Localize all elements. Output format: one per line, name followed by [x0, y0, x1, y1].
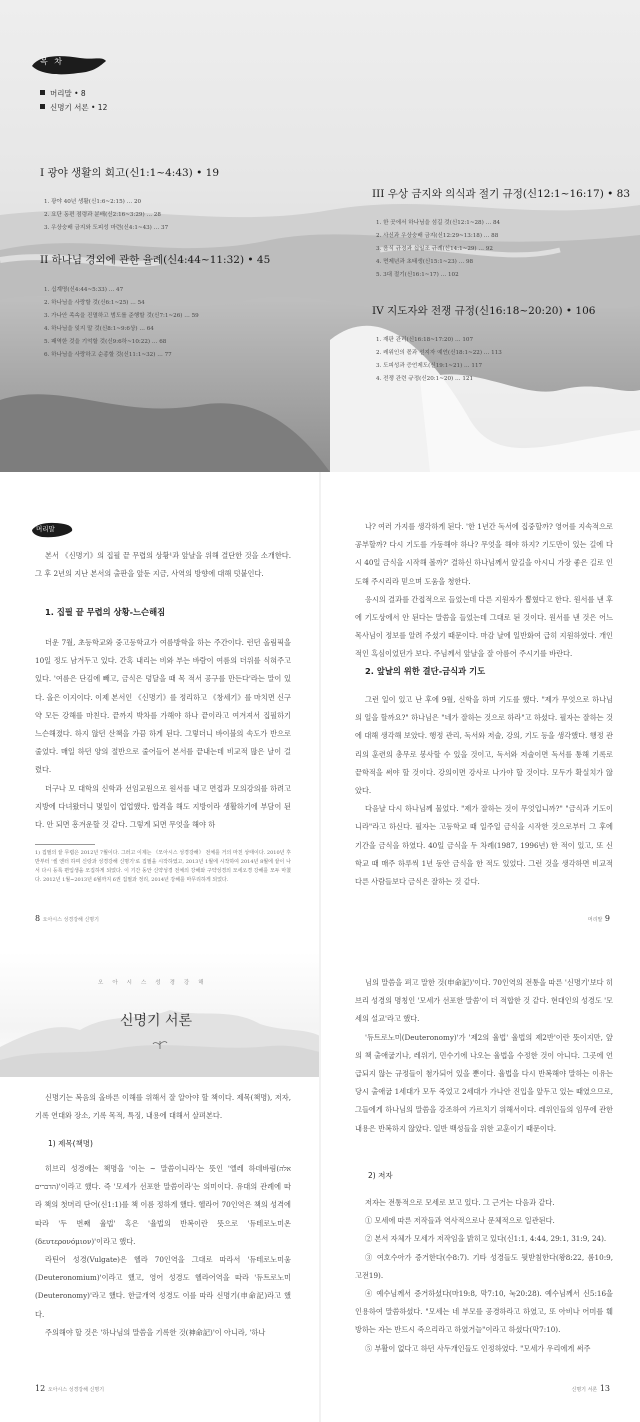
toc-heading-label: 목 차 — [40, 57, 64, 66]
sprout-ornament-icon — [150, 1038, 170, 1050]
toc-item[interactable]: 5. 3대 절기(신16:1~17) … 102 — [376, 272, 459, 278]
toc-item[interactable]: 3. 음식 규정과 십일조 규례(신14:1~29) … 92 — [376, 246, 493, 252]
intro-body-right-bottom: 저자는 전통적으로 모세로 보고 있다. 그 근거는 다음과 같다. ① 모세에 따른 저작들과 역사적으로나 문체적으로 일관된다. ② 본서 자체가 모세가 저작임을 밝히고 있다(신1:1, 4:44, 29:1, 31:9, 24). ③ 여호수아가 증거한다(수8:7). 기타 성경들도 뒷받침한다(왕8:22, 롬10:9, 고전19). ④ 예수님께서 증거하셨다(마19:8, 막7:10, 눅20:28). 예수님께서 신5:16을 인용하여 말씀하셨다. "모세는 네 부모를 공경하라고 하였고, 또 아비나 어미를 훼방하는 자는 반드시 죽으리라고 하였거늘"이라고 하셨다(막7:10). ⑤ 부활이 없다고 하던 사두개인들도 인정하였다. "모세가 우리에게 써주 — [355, 1194, 613, 1358]
intro-body-right-top: 님의 말씀을 펴고 말한 것(申命記)'이다. 70인역의 전통을 따른 '신명기'보다 히브리 성경의 명칭인 '모세가 선포한 말씀'이 더 적합한 것 같다. 현대인의 성경도 '모세의 설교'라고 했다. '듀트로노미(Deuteronomy)'가 '제2의 율법' 율법의 제2반'이란 뜻이지만, 앞의 책 출애굽기나, 레위기, 민수기에 나오는 율법을 수정한 것이 아니다. 그곳에 언급되지 않는 규정들이 첨가되어 있을 뿐이다. 율법을 다시 반복해야 말하는 이유는 당시 출애굽 1세대가 모두 죽었고 2세대가 가나안 진입을 앞두고 있는 때였으므로, 그들에게 하나님의 말씀을 강조하여 가르치기 위해서이다. 레위인들의 임무에 관한 내용은 반복하지 않았다. 일반 백성들을 위한 교훈이기 때문이다. — [355, 978, 613, 1133]
preface-intro: 본서 《신명기》의 집필 끝 무렵의 상황¹과 앞날을 위해 결단한 것을 소개한다. 그 후 2년의 지난 본서의 출판을 앞둔 지금, 사역의 방향에 대해 덧붙인다. — [35, 551, 291, 579]
front-item-introduction[interactable]: 신명기 서론 • 12 — [40, 102, 107, 113]
toc-item[interactable]: 4. 하나님을 잊지 말 것(신8:1~9:6상) … 64 — [44, 326, 154, 332]
footnote: 1) 집필의 끝 무렵은 2012년 7월이다. 그러고 이제는 《모아시스 성경강해》 전체를 거의 마친 상태이다. 2010년 후반부터 '셀 엔터 하며 신랑과 성경강해 신명기'로 집필을 시작하였고, 2013년 1월에 시작하여 2014년 8월에 끝이 나서 다시 등록 편입생을 모집하게 되었다. 이 기간 동안 신약성경 전체의 강해와 구약성경의 모세오경 강해를 모두 마쳤다. 2012년 1월~2013년 6월까지 6권 집필과 정리, 2014년 강해를 마무리하게 되었다. — [35, 850, 291, 883]
preface-left-page — [0, 472, 320, 952]
preface-right-page — [320, 472, 640, 952]
toc-page — [0, 0, 640, 472]
toc-part-3-title[interactable]: III 우상 금지와 의식과 절기 규정(신12:1~16:17) • 83 — [372, 188, 631, 200]
toc-part-2-title[interactable]: II 하나님 경외에 관한 율례(신4:44~11:32) • 45 — [40, 254, 271, 266]
intro-section-2-heading: 2) 저자 — [368, 1171, 393, 1180]
preface-body-right-top: 나? 여러 가지를 생각하게 된다. '한 1년간 독서에 집중할까? 영어를 지속적으로 공부할까? 다시 기도를 가동해야 하나? 무엇을 해야 하지? 기도만이 있는 길에 다시 40일 금식을 시작해 볼까?' 결하신 하나님께서 앞길을 아시니 가장 좋은 길로 인도해 주시리라 믿으며 도움을 청한다. 응시의 결과를 간접적으로 들었는데 다른 지원자가 뽑혔다고 한다. 원서를 낸 후에 기도상에서 안 된다는 말씀을 들었는데 그대로 된 것이다. 원서를 낸 것은 어느 목사님이 정보를 알려 주셨기 때문이다. 마감 날에 일반화여 급히 지원하였다. 개인적인 흑심이었던가 보다. 주님께서 앞날을 잘 아름어 주시기를 바란다. — [355, 522, 613, 659]
intro-body-left: 히브리 성경에는 책명을 '이는 ~ 말씀이니라'는 뜻인 '엘레 하데바림(אלה הדברים)'이라고 했다. 즉 '모세가 선포한 말씀이라'는 의미이다. 유대의 관례에 따라 책의 첫머리 단어(신1:1)를 책 이름 정하게 했다. 헬라어 70인역은 책의 성격에 따라 '두 번째 율법' 혹은 '율법의 반복이란 뜻으로 '듀테로노미온(δευτερονόμιον)'이라고 했다. 라틴어 성경(Vulgate)은 헬라 70인역을 그대로 따라서 '듀테로노미움(Deuteronomium)'이라고 했고, 영어 성경도 헬라어역을 따라 '듀트로노미(Deuteronomy)'라고 했다. 한글개역 성경도 이를 따라 신명기(申命記)라고 했다. 주의해야 할 것은 '하나님의 말씀을 기록한 것(神命記)'이 아니라, '하나 — [35, 1164, 291, 1337]
intro-left-page — [0, 952, 320, 1422]
toc-item[interactable]: 3. 가나안 족속을 진멸하고 범도를 준행할 것(신7:1~26) … 59 — [44, 313, 199, 319]
preface-body-right-bottom: 그런 일이 있고 난 후에 9월, 신학을 하며 기도를 했다. "제가 무엇으로 하나님의 일을 할까요?" 하나님은 "네가 잘하는 것으로 하라"고 하셨다. 필자는 잘하는 것에 대해 생각해 보았다. 행정 관리, 독서와 저술, 강의, 기도 등을 생각했다. 행정 관리의 훈련의 총무로 봉사할 수 있을 것이고, 독서와 저술이면 독서를 통해 기록로 끝학적을 써야 할 것이다. 강의이면 강사로 나가야 할 것이다. 모두가 확실치가 않았다. 다음날 다시 하나님께 물었다. "제가 잘하는 것이 무엇입니까?" "금식과 기도이니라"라고 하신다. 필자는 고등학교 때 일주일 금식을 시작한 것으로부터 그 후에 기간을 금식을 하였다. 40일 금식을 두 차례(1987, 1996년) 한 적이 있고, 또 신학교 때 매주 하루씩 1년 동안 금식을 한 적도 있었다. 그런 것을 생각하면 비교적 다른 사람들보다 금식은 잘하는 것 같다. — [355, 695, 613, 887]
toc-item[interactable]: 3. 도피성과 증언제도(신19:1~21) … 117 — [376, 363, 483, 369]
front-item-preface[interactable]: 머리말 • 8 — [40, 88, 86, 99]
square-bullet-icon — [40, 90, 45, 95]
square-bullet-icon — [40, 104, 45, 109]
toc-item[interactable]: 1. 재판 관리(신16:18~17:20) … 107 — [376, 337, 474, 343]
toc-item[interactable]: 6. 하나님을 사랑하고 순종할 것(신11:1~32) … 77 — [44, 352, 172, 358]
preface-section-2-heading: 2. 앞날의 위한 결단-금식과 기도 — [365, 666, 486, 676]
page-folio-left: 12 오아시스 성경강해 신명기 — [35, 1384, 105, 1393]
author-evidence-item: ④ 예수님께서 증거하셨다(마19:8, 막7:10, 눅20:28). 예수님께서 신5:16을 인용하여 말씀하셨다. "모세는 네 부모를 공경하라고 하였고, 또 아비나 어미를 훼방하는 자는 반드시 죽으리라고 하였거늘"이라고 하셨다(막7:10). — [355, 1289, 613, 1335]
toc-item[interactable]: 2. 요단 동편 점령과 분배(신2:16~3:29) … 28 — [44, 212, 161, 218]
author-evidence-item: ① 모세에 따른 저작들과 역사적으로나 문체적으로 일관된다. — [365, 1216, 555, 1226]
toc-item[interactable]: 4. 면제년과 초태생(신15:1~23) … 98 — [376, 259, 474, 265]
footnote-divider — [35, 844, 95, 845]
preface-heading-label: 머리말 — [36, 525, 55, 533]
toc-item[interactable]: 3. 우상숭배 금지와 도피성 마련(신4:1~43) … 37 — [44, 225, 169, 231]
page-folio-left: 8 오아시스 성경강해 신명기 — [35, 914, 99, 923]
intro-lead: 신명기는 복음의 올바른 이해를 위해서 잘 알아야 할 책이다. 제목(책명), 저자, 기록 연대와 장소, 기록 목적, 특징, 내용에 대해서 살펴본다. — [35, 1093, 291, 1121]
series-label: 오아시스성경강해 — [98, 980, 213, 986]
author-evidence-item: ③ 여호수아가 증거한다(수8:7). 기타 성경들도 뒷받침한다(왕8:22, 롬10:9, 고전19). — [355, 1252, 613, 1280]
intro-right-page — [320, 952, 640, 1422]
preface-section-1-heading: 1. 집필 끝 무렵의 상황-느슨해짐 — [45, 607, 166, 617]
toc-item[interactable]: 1. 십계명(신4:44~5:33) … 47 — [44, 287, 124, 293]
toc-item[interactable]: 4. 전쟁 관련 규정(신20:1~20) … 121 — [376, 376, 474, 382]
toc-item[interactable]: 2. 사신과 우상숭배 금지(신12:29~13:18) … 88 — [376, 233, 499, 239]
author-evidence-item: ② 본서 자체가 모세가 저작임을 밝히고 있다(신1:1, 4:44, 29:1, 31:9, 24). — [365, 1234, 607, 1244]
author-evidence-item: ⑤ 부활이 없다고 하던 사두개인들도 인정하였다. "모세가 우리에게 써주 — [365, 1343, 591, 1353]
toc-item[interactable]: 2. 하나님을 사랑할 것(신6:1~25) … 54 — [44, 300, 145, 306]
toc-item[interactable]: 1. 한 곳에서 하나님을 섬길 것(신12:1~28) … 84 — [376, 220, 501, 226]
toc-item[interactable]: 2. 레위인의 몫과 선지자 예언(신18:1~22) … 113 — [376, 350, 502, 356]
page-folio-right: 신명기 서론 13 — [571, 1384, 610, 1393]
preface-body-left: 더운 7월, 초등학교와 중고등학교가 여름방학을 하는 주간이다. 런던 올림픽을 10일 정도 남겨두고 있다. 간혹 내리는 비와 부는 바람이 여름의 더위를 식혀주고 있다. '여름은 단김에 빼고, 금식은 덩달을 때 목 적서 공구를 만든다'라는 말이 있다. 올은 이지이다. 이제 본서인 《신명기》를 정리하고 《창세기》를 마치면 신구약 모든 강해를 마친다. 끝까지 박차를 가해야 하나 끝이라고 여겨져서 집필하기 느슨해졌다. 하지 않던 산책을 가끔 하게 된다. 그렇더니 바이블의 속도가 반으로 줄었다. 매일 하던 양의 절반으로 줄어들어 본서를 끝내는데 비교적 많은 날이 걸렸다. 더구나 모 대학의 신학과 선임교원으로 원서를 내고 면접과 모의강의를 하려고 지방에 다녀왔더니 몇일이 업업했다. 합격을 해도 지방이라 생활하기에 부담이 된다. 안 되면 흥겨운할 것 같다. 그렇게 되면 무엇을 해야 하 — [35, 638, 291, 830]
toc-item[interactable]: 1. 광야 40년 생활(신1:6~2:15) … 20 — [44, 199, 142, 205]
toc-part-1-title[interactable]: I 광야 생활의 회고(신1:1~4:43) • 19 — [40, 167, 220, 179]
toc-part-4-title[interactable]: IV 지도자와 전쟁 규정(신16:18~20:20) • 106 — [372, 305, 596, 317]
page-folio-right: 머리말 9 — [587, 914, 610, 923]
toc-item[interactable]: 5. 패역한 것을 기억할 것(신9:6하~10:22) … 68 — [44, 339, 167, 345]
intro-section-1-heading: 1) 제목(책명) — [48, 1139, 93, 1148]
spread-gutter — [319, 472, 321, 1422]
intro-title: 신명기 서론 — [120, 1013, 193, 1029]
